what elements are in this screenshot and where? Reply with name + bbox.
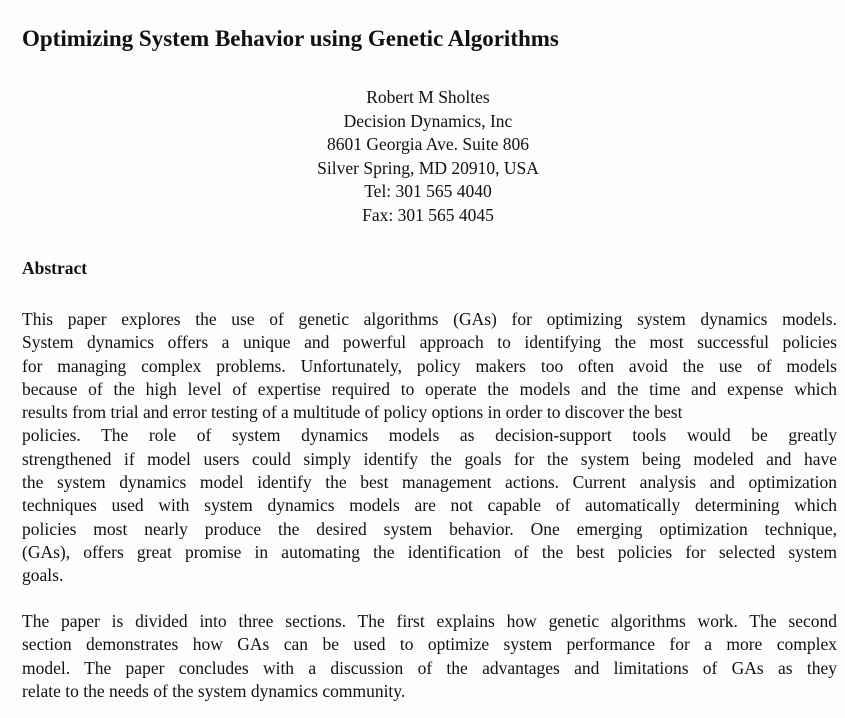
- paragraph-line: section demonstrates how GAs can be used to optimize system performance for a more complex: [22, 634, 837, 655]
- author-block: [300, 86, 556, 227]
- author-fax: Fax: 301 565 4045: [362, 204, 494, 225]
- paragraph-line: (GAs), offers great promise in automating the identification of the best policies for selected system: [22, 541, 837, 562]
- author-organization: Decision Dynamics, Inc: [343, 110, 513, 131]
- abstract-heading: Abstract: [22, 258, 88, 278]
- paragraph-line: relate to the needs of the system dynamics community.: [22, 680, 406, 701]
- paragraph-line: because of the high level of expertise required to operate the models and the time and expense which: [22, 378, 837, 399]
- author-address-line-2: Silver Spring, MD 20910, USA: [317, 157, 539, 178]
- author-address-line-1: 8601 Georgia Ave. Suite 806: [326, 134, 530, 154]
- paper-title: Optimizing System Behavior using Genetic Algorithms: [22, 26, 559, 51]
- paragraph-line: strengthened if model users could simply identify the goals for the system being modeled and have: [22, 448, 837, 469]
- paragraph-line: policies. The role of system dynamics models as decision-support tools would be greatly: [22, 425, 837, 446]
- paragraph-line: model. The paper concludes with a discussion of the advantages and limitations of GAs as they: [22, 657, 837, 678]
- paragraph-line: techniques used with system dynamics models are not capable of automatically determining which: [22, 495, 837, 516]
- paragraph-line: the system dynamics model identify the best management actions. Current analysis and optimization: [22, 472, 837, 493]
- author-name: Robert M Sholtes: [366, 87, 490, 107]
- abstract-paragraph-2: [22, 610, 837, 703]
- author-telephone: Tel: 301 565 4040: [364, 181, 492, 201]
- paragraph-line: goals.: [22, 565, 64, 586]
- paragraph-line: for managing complex problems. Unfortunately, policy makers too often avoid the use of models: [22, 355, 837, 376]
- paragraph-line: policies most nearly produce the desired system behavior. One emerging optimization technique,: [22, 518, 837, 539]
- paragraph-line: System dynamics offers a unique and powerful approach to identifying the most successful policies: [22, 332, 837, 353]
- paragraph-line: The paper is divided into three sections. The first explains how genetic algorithms work. The second: [22, 611, 837, 631]
- paragraph-line: This paper explores the use of genetic algorithms (GAs) for optimizing system dynamics models.: [22, 309, 837, 329]
- abstract-paragraph-1: [22, 308, 837, 588]
- paragraph-line: results from trial and error testing of a multitude of policy options in order to discover the best: [22, 402, 683, 423]
